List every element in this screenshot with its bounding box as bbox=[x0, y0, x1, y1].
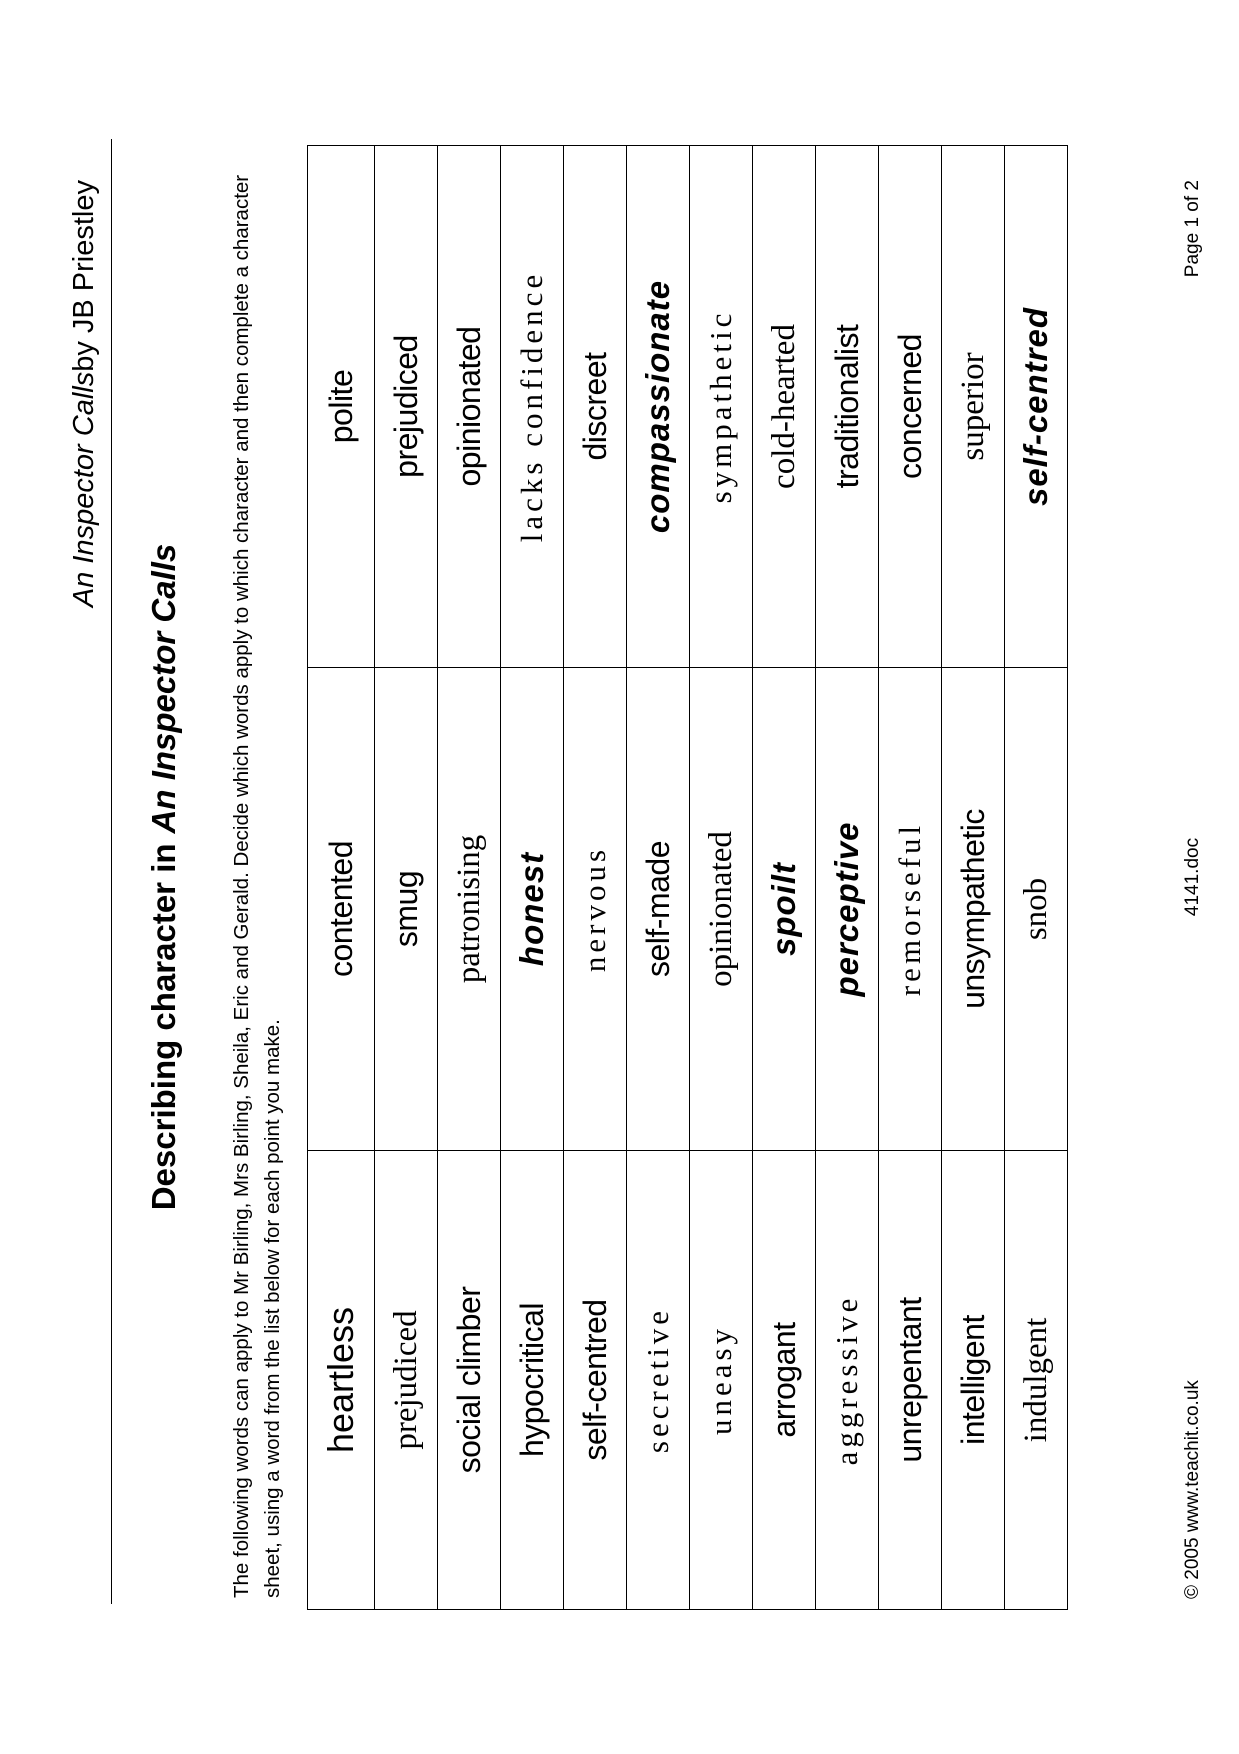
footer-page-number: Page 1 of 2 bbox=[1182, 180, 1203, 278]
word-cell bbox=[942, 668, 1005, 1151]
word-cell bbox=[753, 146, 816, 668]
table-row bbox=[501, 146, 564, 1610]
word-cell bbox=[1005, 146, 1068, 668]
table-row bbox=[375, 146, 438, 1610]
word-label: intelligent bbox=[954, 1315, 991, 1445]
word-label: heartless bbox=[320, 1306, 361, 1454]
table-row bbox=[816, 146, 879, 1610]
word-label: remorseful bbox=[892, 821, 927, 997]
word-label: secretive bbox=[640, 1306, 675, 1454]
table-row bbox=[308, 146, 375, 1610]
word-cell bbox=[627, 146, 690, 668]
word-label: arrogant bbox=[765, 1322, 802, 1438]
word-cell bbox=[627, 668, 690, 1151]
word-cell bbox=[308, 1151, 375, 1610]
word-label: prejudiced bbox=[387, 1310, 424, 1450]
word-cell bbox=[564, 1151, 627, 1610]
word-label: honest bbox=[513, 851, 550, 967]
word-label: uneasy bbox=[703, 1324, 738, 1436]
header-play-title: An Inspector Calls bbox=[68, 371, 100, 608]
word-cell bbox=[1005, 1151, 1068, 1610]
word-cell bbox=[1005, 668, 1068, 1151]
word-cell bbox=[942, 146, 1005, 668]
word-cell bbox=[438, 146, 501, 668]
word-label: polite bbox=[322, 369, 359, 444]
word-label: discreet bbox=[576, 352, 613, 461]
word-cell bbox=[879, 668, 942, 1151]
word-label: concerned bbox=[891, 334, 928, 479]
word-label: compassionate bbox=[639, 279, 676, 534]
word-cell bbox=[501, 1151, 564, 1610]
word-label: perceptive bbox=[828, 821, 865, 997]
word-cell bbox=[501, 668, 564, 1151]
word-label: prejudiced bbox=[387, 335, 424, 478]
word-label: traditionalist bbox=[828, 324, 865, 489]
word-label: unsympathetic bbox=[954, 809, 991, 1009]
word-label: smug bbox=[387, 870, 424, 948]
word-label: self-centred bbox=[1017, 306, 1054, 507]
word-cell bbox=[438, 668, 501, 1151]
word-label: snob bbox=[1017, 877, 1054, 941]
word-cell bbox=[753, 1151, 816, 1610]
word-label: opinionated bbox=[450, 326, 487, 487]
footer-copyright: © 2005 www.teachit.co.uk bbox=[1182, 1380, 1203, 1599]
word-cell bbox=[627, 1151, 690, 1610]
word-cell bbox=[375, 1151, 438, 1610]
word-label: unrepentant bbox=[891, 1297, 928, 1463]
page-title-prefix: Describing character in bbox=[145, 843, 182, 1211]
table-row bbox=[564, 146, 627, 1610]
footer-filename: 4141.doc bbox=[1182, 837, 1203, 917]
word-label: superior bbox=[954, 352, 991, 461]
word-label: social climber bbox=[450, 1286, 487, 1474]
word-label: patronising bbox=[450, 834, 487, 984]
character-words-table bbox=[307, 145, 1068, 1610]
table-row bbox=[438, 146, 501, 1610]
header-author: by JB Priestley bbox=[68, 180, 100, 372]
word-cell bbox=[690, 1151, 753, 1610]
word-cell bbox=[375, 146, 438, 668]
table-row bbox=[879, 146, 942, 1610]
header-rule bbox=[111, 139, 112, 1604]
word-cell bbox=[690, 668, 753, 1151]
word-cell bbox=[690, 146, 753, 668]
page-title-play: An Inspector Calls bbox=[145, 543, 182, 834]
word-cell bbox=[879, 1151, 942, 1610]
character-words-table-body bbox=[308, 146, 1068, 1610]
word-label: hypocritical bbox=[513, 1302, 550, 1458]
table-row bbox=[753, 146, 816, 1610]
word-label: spoilt bbox=[765, 862, 802, 956]
word-label: nervous bbox=[577, 845, 612, 973]
word-cell bbox=[816, 668, 879, 1151]
word-cell bbox=[501, 146, 564, 668]
word-label: cold-hearted bbox=[765, 324, 802, 489]
table-row bbox=[690, 146, 753, 1610]
word-cell bbox=[564, 668, 627, 1151]
word-label: lacks confidence bbox=[514, 270, 549, 543]
word-label: opinionated bbox=[702, 831, 739, 987]
word-cell bbox=[942, 1151, 1005, 1610]
page-title bbox=[145, 0, 183, 1754]
word-label: self-made bbox=[639, 841, 676, 977]
word-cell bbox=[816, 1151, 879, 1610]
word-cell bbox=[564, 146, 627, 668]
word-label: contented bbox=[322, 840, 359, 978]
word-cell bbox=[879, 146, 942, 668]
word-label: aggressive bbox=[829, 1294, 864, 1466]
word-cell bbox=[308, 146, 375, 668]
table-row bbox=[1005, 146, 1068, 1610]
word-cell bbox=[438, 1151, 501, 1610]
word-label: indulgent bbox=[1017, 1317, 1054, 1443]
table-row bbox=[942, 146, 1005, 1610]
word-cell bbox=[753, 668, 816, 1151]
instructions-paragraph: The following words can apply to Mr Birling, Mrs Birling, Sheila, Eric and Gerald. Decide which words apply to which character and then complete a character sheet, using a word from the list below for each point you make. bbox=[230, 174, 284, 1598]
table-row bbox=[627, 146, 690, 1610]
word-cell bbox=[308, 668, 375, 1151]
word-cell bbox=[375, 668, 438, 1151]
running-header bbox=[68, 180, 101, 607]
word-label: sympathetic bbox=[703, 309, 738, 504]
word-label: self-centred bbox=[576, 1299, 613, 1461]
word-cell bbox=[816, 146, 879, 668]
